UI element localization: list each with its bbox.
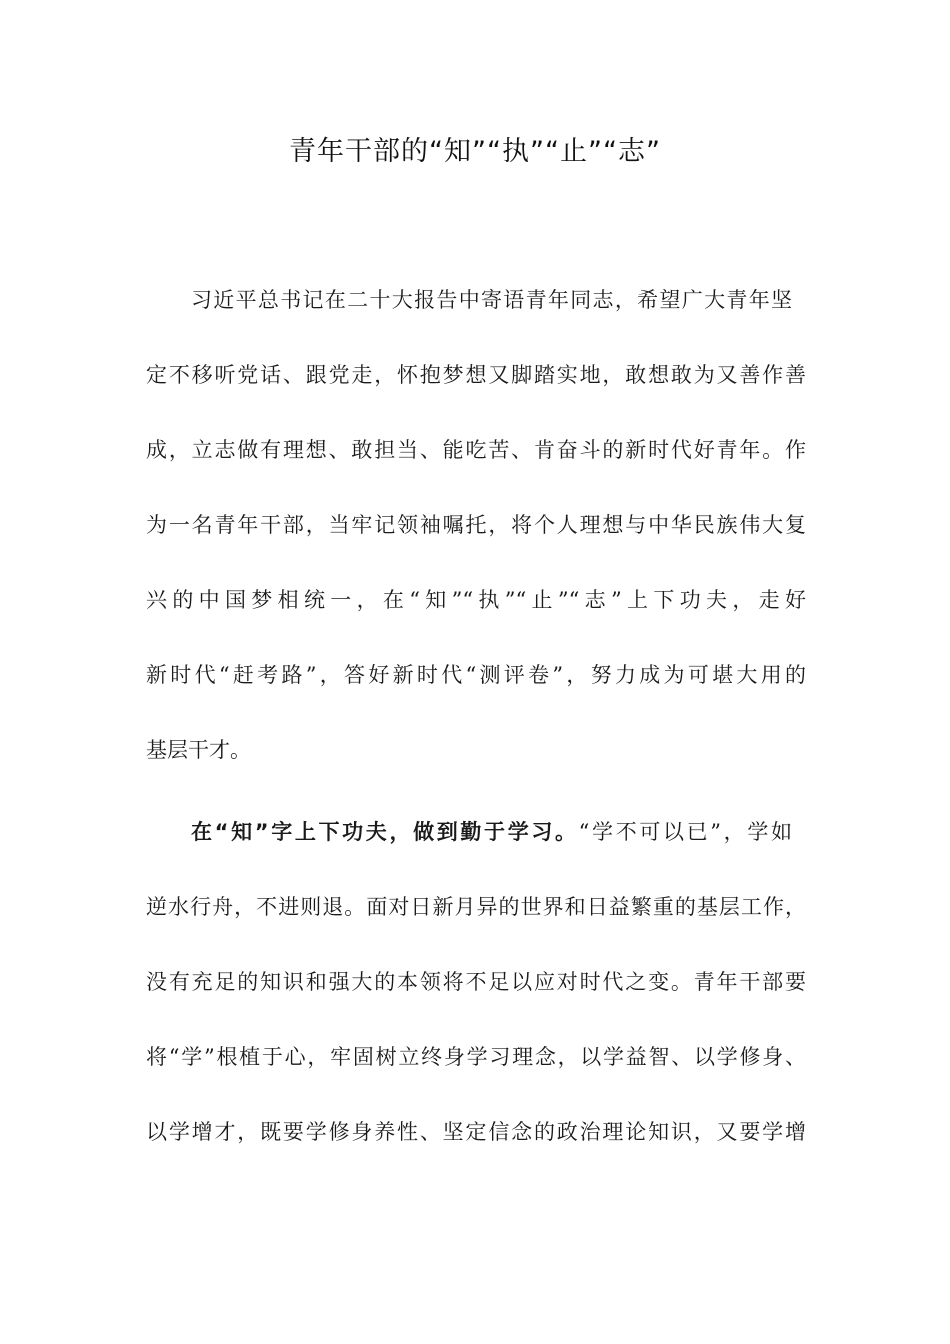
paragraph-2-lead-rest: “学不可以已”，学如 xyxy=(578,820,792,844)
paragraph-1-line-3: 成，立志做有理想、敢担当、能吃苦、肯奋斗的新时代好青年。作 xyxy=(146,438,806,462)
paragraph-2-line-5: 以学增才，既要学修身养性、坚定信念的政治理论知识，又要学增 xyxy=(146,1120,806,1144)
paragraph-1-line-2: 定不移听党话、跟党走，怀抱梦想又脚踏实地，敢想敢为又善作善 xyxy=(146,363,806,387)
paragraph-2-line-2: 逆水行舟，不进则退。面对日新月异的世界和日益繁重的基层工作， xyxy=(146,895,806,919)
paragraph-1-line-5: 兴的中国梦相统一，在“知”“执”“止”“志”上下功夫，走好 xyxy=(146,588,806,612)
paragraph-2-line-3: 没有充足的知识和强大的本领将不足以应对时代之变。青年干部要 xyxy=(146,970,806,994)
document-title: 青年干部的“知”“执”“止”“志” xyxy=(289,136,661,167)
paragraph-2-lead-bold: 在“知”字上下功夫，做到勤于学习。 xyxy=(191,820,579,844)
paragraph-2-line-1 xyxy=(191,812,792,852)
paragraph-1-line-4: 为一名青年干部，当牢记领袖嘱托，将个人理想与中华民族伟大复 xyxy=(146,513,806,537)
paragraph-1-line-7: 基层干才。 xyxy=(146,738,251,762)
paragraph-2-line-4: 将“学”根植于心，牢固树立终身学习理念，以学益智、以学修身、 xyxy=(146,1045,806,1069)
paragraph-1-line-1: 习近平总书记在二十大报告中寄语青年同志，希望广大青年坚 xyxy=(191,288,792,312)
paragraph-1-line-6: 新时代“赶考路”，答好新时代“测评卷”，努力成为可堪大用的 xyxy=(146,663,806,687)
